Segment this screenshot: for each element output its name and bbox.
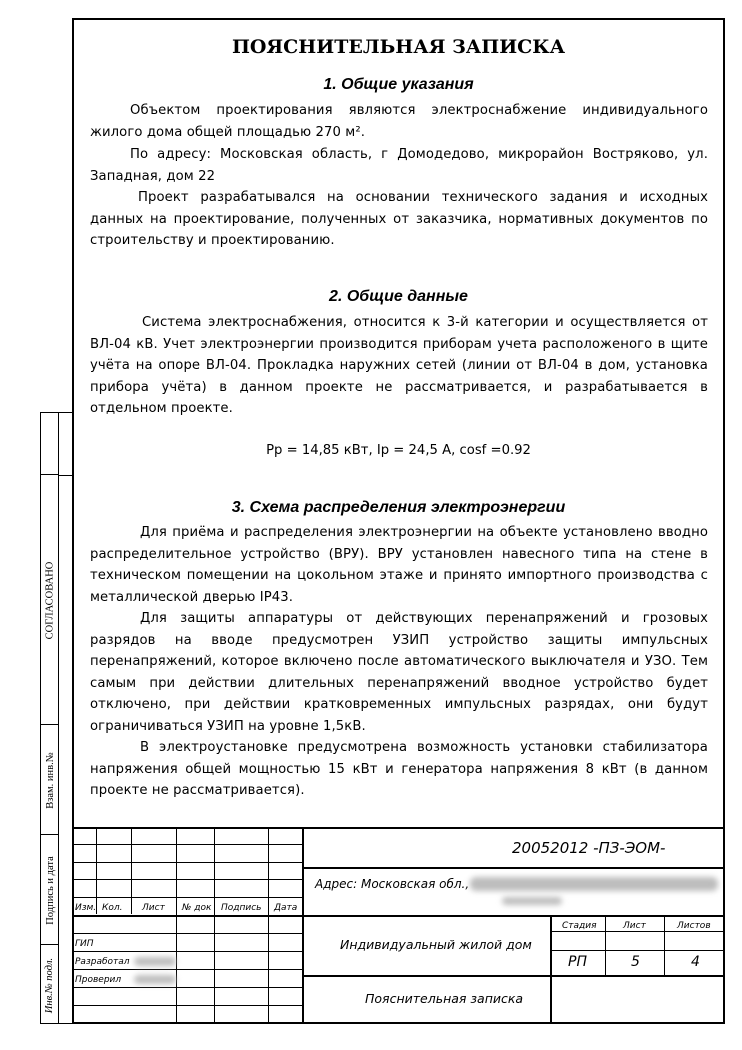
section-3-paragraph-2: Для защиты аппаратуры от действующих перенапряжений и грозовых разрядов на вводе предусмотрен УЗИП устройство защиты импульсных перенапряжений, которое включено после автоматического выключателя и УЗО. Тем самым при действии длительных перенапряжений вводное устройство будет отключено, при действии кратковременных импульсных разрядах, они будут ограничиваться УЗИП на уровне 1,5кВ. [90, 611, 708, 734]
power-formula: Рр = 14,85 кВт, Iр = 24,5 А, cosf =0.92 [266, 443, 531, 458]
col-doc-no: № док [182, 903, 212, 913]
sheet-label: Лист [623, 921, 646, 931]
sheet-value: 5 [631, 954, 640, 970]
role-gip: ГИП [75, 939, 94, 949]
stage-label: Стадия [562, 921, 597, 931]
stage-value: РП [568, 954, 587, 970]
inv-orig-label: Инв.№ подл. [44, 957, 56, 1013]
section-3-paragraph-3: В электроустановке предусмотрена возможность установки стабилизатора напряжения общей мощностью 15 кВт и генератора напряжения 8 кВт (в данном проекте не рассматривается). [90, 740, 708, 798]
sheets-value: 4 [691, 954, 700, 970]
object-name: Индивидуальный жилой дом [340, 937, 532, 952]
document-name: Пояснительная записка [365, 991, 524, 1006]
section-1-paragraph-2: По адресу: Московская область, г Домодедово, микрорайон Востряково, ул. Западная, дом 22 [90, 147, 708, 184]
sheets-label: Листов [677, 921, 711, 931]
section-2-heading: 2. Общие данные [329, 288, 468, 305]
address-redacted [470, 877, 718, 891]
checker-name-redacted [134, 975, 176, 984]
title-block [72, 827, 725, 1024]
section-3-heading: 3. Схема распределения электроэнергии [231, 499, 566, 516]
col-kol: Кол. [102, 903, 123, 913]
address-label: Адрес: Московская обл., [315, 877, 470, 891]
col-signature: Подпись [221, 903, 262, 913]
side-approval-strip [40, 412, 72, 1024]
section-1-paragraph-3: Проект разрабатывался на основании технического задания и исходных данных на проектирование, полученных от заказчика, нормативных документов по строительству и проектированию. [90, 190, 708, 248]
section-2-paragraph-1: Система электроснабжения, относится к 3-й категории и осуществляется от ВЛ-04 кВ. Учет электроэнергии производится приборам учета расположеного в щите учёта на опоре ВЛ-04. Прокладка наружних сетей (линии от ВЛ-04 в дом, установка прибора учёта) в данном проекте не рассматривается, и разрабатывается в отдельном проекте. [90, 315, 708, 416]
section-1-heading: 1. Общие указания [323, 76, 474, 93]
col-izm: Изм. [75, 903, 97, 913]
developer-name-redacted [134, 957, 176, 966]
address-redacted-2 [502, 897, 562, 905]
agreed-label: СОГЛАСОВАНО [44, 561, 56, 639]
role-developer: Разработал [75, 957, 130, 967]
inv-replace-label: Взам. инв.№ [44, 751, 56, 809]
section-1-paragraph-1: Объектом проектирования являются электроснабжение индивидуального жилого дома общей площадью 270 м². [90, 103, 708, 140]
document-title: ПОЯСНИТЕЛЬНАЯ ЗАПИСКА [231, 36, 566, 58]
section-3-paragraph-1: Для приёма и распределения электроэнергии на объекте установлено вводно распределительное устройство (ВРУ). ВРУ установлен навесного типа на стене в техническом помещении на цокольном этаже и принято импортного производства с металлической дверью IP43. [90, 525, 708, 605]
col-list: Лист [142, 903, 165, 913]
role-checker: Проверил [75, 975, 122, 985]
document-code: 20052012 -ПЗ-ЭОМ- [512, 839, 666, 857]
sign-date-label: Подпись и дата [44, 855, 56, 925]
col-date: Дата [274, 903, 298, 913]
